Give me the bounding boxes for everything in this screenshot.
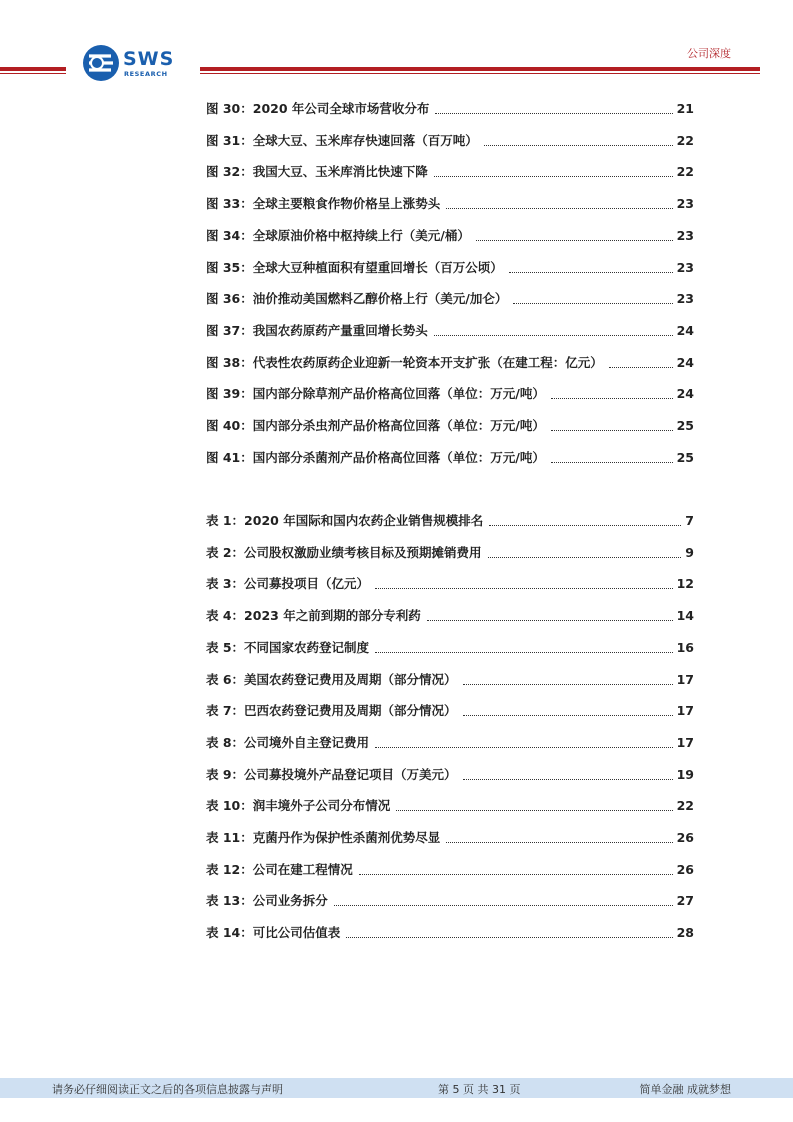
toc-entry[interactable] <box>206 575 694 593</box>
toc-entry-label[interactable]: 表 2：公司股权激励业绩考核目标及预期摊销费用 <box>206 544 482 560</box>
toc-entry[interactable] <box>206 354 694 372</box>
toc-entry-page[interactable]: 24 <box>676 386 694 402</box>
toc-entry[interactable] <box>206 702 694 720</box>
toc-entry-page[interactable]: 25 <box>676 418 694 433</box>
toc-entry-label[interactable]: 表 4：2023 年之前到期的部分专利药 <box>206 608 421 624</box>
toc-entry[interactable] <box>206 290 694 308</box>
toc-entry-label[interactable]: 图 41：国内部分杀菌剂产品价格高位回落（单位：万元/吨） <box>206 449 545 465</box>
toc-entry[interactable] <box>206 512 694 530</box>
toc-entry-page[interactable]: 24 <box>676 322 694 338</box>
toc-entry[interactable] <box>206 607 694 625</box>
toc-dot-leader <box>435 112 672 114</box>
toc-dot-leader <box>334 904 673 906</box>
report-type: 公司深度 <box>687 47 731 60</box>
toc-entry-page[interactable]: 17 <box>676 703 694 719</box>
toc-entry[interactable] <box>206 924 694 942</box>
toc-entry-label[interactable]: 表 8：公司境外自主登记费用 <box>206 734 370 750</box>
toc-entry-label[interactable]: 表 1：2020 年国际和国内农药企业销售规模排名 <box>206 513 484 528</box>
toc-entry[interactable] <box>206 861 694 879</box>
toc-entry-label[interactable]: 表 10：润丰境外子公司分布情况 <box>206 798 391 814</box>
toc-entry-page[interactable]: 27 <box>676 893 694 909</box>
toc-entry-page[interactable]: 23 <box>676 196 694 212</box>
toc-dot-leader <box>434 334 673 336</box>
toc-dot-leader <box>446 207 672 209</box>
toc-entry-label[interactable]: 图 35：全球大豆种植面积有望重回增长（百万公顷） <box>206 259 503 275</box>
toc-dot-leader <box>509 271 673 273</box>
toc-entry-label[interactable]: 表 7：巴西农药登记费用及周期（部分情况） <box>206 703 457 719</box>
toc-entry-page[interactable]: 17 <box>676 734 694 750</box>
toc-entry[interactable] <box>206 734 694 752</box>
toc-entry-page[interactable]: 28 <box>676 925 694 941</box>
toc-entry-page[interactable]: 16 <box>676 639 694 655</box>
toc-dot-leader <box>427 619 673 621</box>
footer-disclaimer: 请务必仔细阅读正文之后的各项信息披露与声明 <box>52 1083 283 1096</box>
toc-entry-page[interactable]: 24 <box>676 354 694 370</box>
toc-dot-leader <box>359 873 673 875</box>
toc-entry[interactable] <box>206 544 694 562</box>
toc-dot-leader <box>551 397 673 399</box>
toc-entry-label[interactable]: 图 38：代表性农药原药企业迎新一轮资本开支扩张（在建工程：亿元） <box>206 354 603 370</box>
toc-entry-label[interactable]: 图 33：全球主要粮食作物价格呈上涨势头 <box>206 196 441 212</box>
toc-entry-page[interactable]: 26 <box>676 861 694 877</box>
toc-dot-leader <box>375 651 673 653</box>
footer-slogan: 简单金融 成就梦想 <box>639 1083 731 1096</box>
sws-logo-icon <box>81 43 121 83</box>
logo-text: SWS <box>123 48 175 70</box>
toc-entry-page[interactable]: 23 <box>676 227 694 243</box>
toc-dot-leader <box>434 175 673 177</box>
footer-page-number: 第 5 页 共 31 页 <box>438 1083 521 1096</box>
toc-entry[interactable] <box>206 892 694 910</box>
toc-entry[interactable] <box>206 163 694 181</box>
toc-entry[interactable] <box>206 132 694 150</box>
toc-dot-leader <box>463 778 673 780</box>
sws-logo <box>81 43 191 83</box>
toc-entry-page[interactable]: 22 <box>676 132 694 148</box>
toc-entry-page[interactable]: 7 <box>685 513 694 528</box>
toc-entry-label[interactable]: 图 40：国内部分杀虫剂产品价格高位回落（单位：万元/吨） <box>206 418 545 433</box>
toc-entry-page[interactable]: 22 <box>676 164 694 180</box>
toc-entry-label[interactable]: 图 32：我国大豆、玉米库消比快速下降 <box>206 164 428 180</box>
toc-entry-label[interactable]: 表 5：不同国家农药登记制度 <box>206 639 370 655</box>
toc-entry[interactable] <box>206 259 694 277</box>
toc-entry-page[interactable]: 19 <box>676 766 694 782</box>
toc-entry-label[interactable]: 表 9：公司募投境外产品登记项目（万美元） <box>206 766 457 782</box>
page-footer <box>0 1078 793 1098</box>
toc-dot-leader <box>484 144 673 146</box>
toc-entry[interactable] <box>206 227 694 245</box>
toc-dot-leader <box>463 683 673 685</box>
toc-entry-page[interactable]: 23 <box>676 291 694 307</box>
toc-entry-page[interactable]: 12 <box>676 576 694 592</box>
toc-entry[interactable] <box>206 449 694 467</box>
toc-dot-leader <box>488 556 682 558</box>
toc-entry-label[interactable]: 表 14：可比公司估值表 <box>206 925 341 941</box>
toc-dot-leader <box>375 587 673 589</box>
toc-dot-leader <box>513 302 672 304</box>
toc-dot-leader <box>396 809 672 811</box>
toc-dot-leader <box>551 461 673 463</box>
toc-entry-label[interactable]: 图 39：国内部分除草剂产品价格高位回落（单位：万元/吨） <box>206 386 545 402</box>
toc-entry-page[interactable]: 17 <box>676 671 694 687</box>
toc-entry[interactable] <box>206 100 694 118</box>
toc-entry-label[interactable]: 表 3：公司募投项目（亿元） <box>206 576 370 592</box>
toc-dot-leader <box>446 841 672 843</box>
toc-dot-leader <box>476 239 673 241</box>
toc-entry-label[interactable]: 图 31：全球大豆、玉米库存快速回落（百万吨） <box>206 132 478 148</box>
header-rule-left <box>0 67 66 74</box>
toc-entry[interactable] <box>206 829 694 847</box>
toc-entry-page[interactable]: 26 <box>676 830 694 845</box>
toc-entry-page[interactable]: 14 <box>676 608 694 624</box>
toc-entry-label[interactable]: 表 12：公司在建工程情况 <box>206 861 353 877</box>
toc-dot-leader <box>375 746 673 748</box>
toc-dot-leader <box>463 714 673 716</box>
toc-entry-page[interactable]: 25 <box>676 449 694 465</box>
toc-entry[interactable] <box>206 417 694 435</box>
toc-entry[interactable] <box>206 322 694 340</box>
toc-dot-leader <box>489 524 681 526</box>
toc-dot-leader <box>346 936 672 938</box>
toc-entry-label[interactable]: 图 34：全球原油价格中枢持续上行（美元/桶） <box>206 227 470 243</box>
toc-entry-label[interactable]: 表 13：公司业务拆分 <box>206 893 328 909</box>
toc-entry[interactable] <box>206 797 694 815</box>
page-header <box>0 0 793 90</box>
toc-entry[interactable] <box>206 385 694 403</box>
toc-entry-page[interactable]: 23 <box>676 259 694 275</box>
toc-entry-page[interactable]: 21 <box>676 101 694 116</box>
header-rule-right <box>200 67 760 74</box>
toc-entry-label[interactable]: 图 36：油价推动美国燃料乙醇价格上行（美元/加仑） <box>206 291 508 307</box>
toc-entry-label[interactable]: 图 37：我国农药原药产量重回增长势头 <box>206 322 428 338</box>
logo-subtext: RESEARCH <box>124 70 168 78</box>
toc-dot-leader <box>609 366 673 368</box>
toc-dot-leader <box>551 429 673 431</box>
toc-entry-label[interactable]: 图 30：2020 年公司全球市场营收分布 <box>206 101 430 116</box>
toc-entry-page[interactable]: 22 <box>676 798 694 814</box>
toc-entry-label[interactable]: 表 11：克菌丹作为保护性杀菌剂优势尽显 <box>206 830 441 845</box>
toc-entry[interactable] <box>206 766 694 784</box>
toc-entry[interactable] <box>206 671 694 689</box>
toc-entry-page[interactable]: 9 <box>685 544 694 560</box>
toc-entry[interactable] <box>206 195 694 213</box>
toc-entry-label[interactable]: 表 6：美国农药登记费用及周期（部分情况） <box>206 671 457 687</box>
toc-entry[interactable] <box>206 639 694 657</box>
